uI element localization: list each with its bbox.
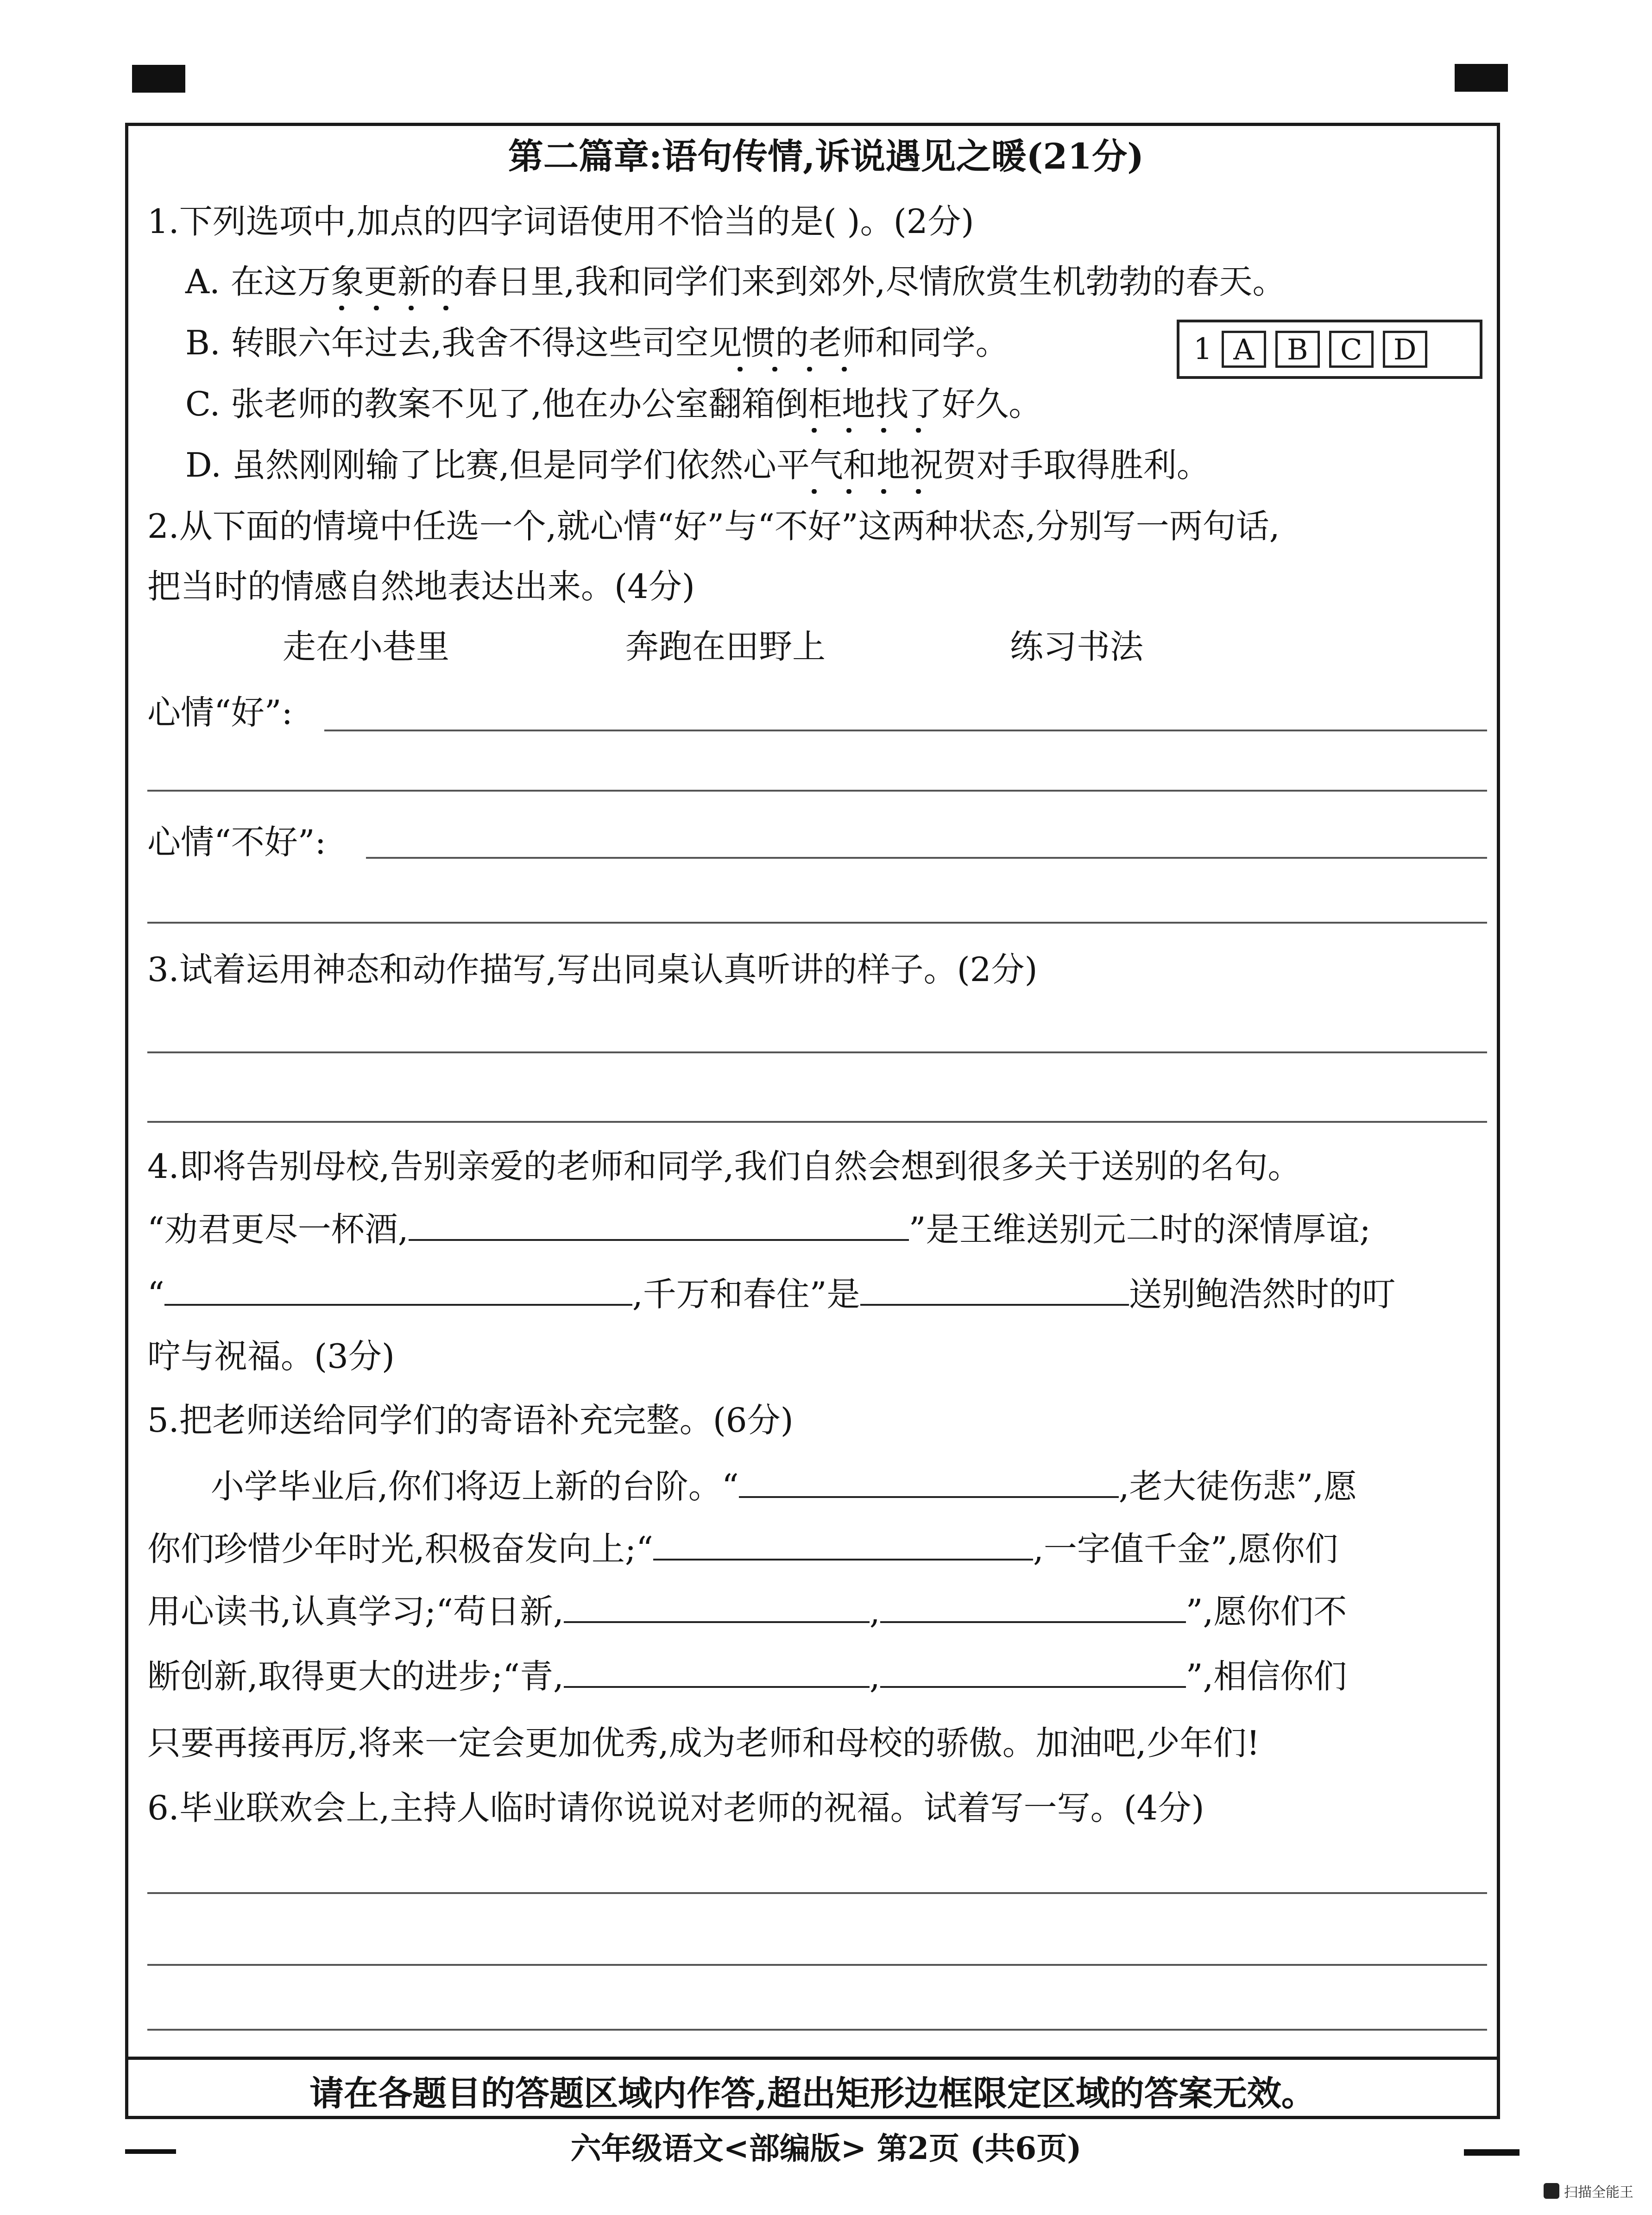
q2-good-label: 心情“好”: (147, 693, 293, 732)
registration-mark-bottom-right (1464, 2149, 1520, 2156)
q4-blank-3[interactable] (860, 1271, 1129, 1306)
q5-para-line1 (211, 1464, 1357, 1509)
q3-answer-line-2[interactable] (147, 1121, 1487, 1123)
q4-line2-text-b: ”是王维送别元二时的深情厚谊; (908, 1210, 1371, 1249)
q4-line2 (147, 1207, 1371, 1252)
q4-line3 (147, 1271, 1396, 1316)
emphasis-dots-c (797, 428, 936, 433)
choice-a[interactable]: A (1222, 331, 1266, 368)
q5-blank-3[interactable] (564, 1589, 870, 1623)
emphasis-dots-a (324, 306, 463, 310)
registration-mark-right (1455, 64, 1508, 92)
q6-answer-line-3[interactable] (147, 2029, 1487, 2031)
q2-good-answer-line[interactable] (324, 730, 1487, 731)
q6-stem: 6.毕业联欢会上,主持人临时请你说说对老师的祝福。试着写一写。(4分) (147, 1788, 1204, 1827)
choice-d[interactable]: D (1383, 331, 1427, 368)
q5-p3-text-b: , (869, 1592, 880, 1631)
q4-line3-text-c: 送别鲍浩然时的叮 (1129, 1275, 1396, 1314)
emphasis-dots-d (797, 489, 936, 494)
page-footer: 六年级语文<部编版> 第2页 (共6页) (570, 2130, 1082, 2166)
q1-stem: 1.下列选项中,加点的四字词语使用不恰当的是( )。(2分) (147, 202, 974, 241)
registration-mark-bottom-left (125, 2149, 176, 2154)
q5-p4-text-b: , (869, 1657, 880, 1696)
question-number: 1 (1193, 332, 1212, 366)
notice-text: 请在各题目的答题区域内作答,超出矩形边框限定区域的答案无效。 (309, 2073, 1316, 2114)
q4-line3-text-a: “ (147, 1275, 164, 1314)
scanner-logo-icon (1544, 2183, 1559, 2199)
registration-mark-left (132, 65, 185, 93)
q6-answer-line-2[interactable] (147, 1964, 1487, 1966)
q5-blank-6[interactable] (880, 1654, 1186, 1688)
q2-bad-answer-line-2[interactable] (147, 922, 1487, 924)
q5-p3-text-c: ”,愿你们不 (1185, 1592, 1347, 1631)
q4-blank-1[interactable] (409, 1207, 909, 1241)
q2-scene-3: 练习书法 (1010, 627, 1144, 666)
q6-answer-line-1[interactable] (147, 1892, 1487, 1894)
q2-good-answer-line-2[interactable] (147, 790, 1487, 792)
q4-line3-text-b: ,千万和春住”是 (632, 1275, 860, 1314)
q2-stem-line2: 把当时的情感自然地表达出来。(4分) (147, 567, 695, 606)
option-text: 在这万象更新的春日里,我和同学们来到郊外,尽情欣赏生机勃勃的春天。 (230, 262, 1286, 301)
q5-blank-2[interactable] (653, 1526, 1033, 1561)
choice-b[interactable]: B (1275, 331, 1320, 368)
q1-option-a (185, 259, 1286, 304)
choice-c[interactable]: C (1329, 331, 1374, 368)
emphasis-dots-b (723, 367, 862, 371)
q5-stem: 5.把老师送给同学们的寄语补充完整。(6分) (147, 1401, 794, 1440)
q5-para-line2 (147, 1526, 1338, 1571)
q5-p4-text-a: 断创新,取得更大的进步;“青, (147, 1657, 564, 1696)
q4-line4: 咛与祝福。(3分) (147, 1337, 395, 1376)
q5-para-line4 (147, 1654, 1347, 1699)
q3-stem: 3.试着运用神态和动作描写,写出同桌认真听讲的样子。(2分) (147, 950, 1038, 989)
option-text: 转眼六年过去,我舍不得这些司空见惯的老师和同学。 (231, 323, 1009, 362)
q5-p2-text-b: ,一字值千金”,愿你们 (1033, 1529, 1338, 1568)
scanner-watermark (1544, 2181, 1633, 2201)
q1-option-b (185, 321, 1009, 365)
answer-choice-box (1177, 320, 1482, 379)
option-letter: B. (185, 323, 221, 362)
option-letter: A. (185, 262, 220, 301)
q5-p1-text-b: ,老大徒伤悲”,愿 (1118, 1467, 1357, 1506)
q5-p4-text-c: ”,相信你们 (1185, 1657, 1347, 1696)
q5-blank-5[interactable] (564, 1654, 870, 1688)
q5-p1-text-a: 小学毕业后,你们将迈上新的台阶。“ (211, 1467, 739, 1506)
q2-stem-line1: 2.从下面的情境中任选一个,就心情“好”与“不好”这两种状态,分别写一两句话, (147, 507, 1280, 546)
q2-bad-answer-line[interactable] (366, 857, 1487, 859)
q5-para-line3 (147, 1589, 1347, 1634)
q2-bad-label: 心情“不好”: (147, 823, 326, 862)
option-letter: C. (185, 384, 221, 423)
scanner-logo-text: 扫描全能王 (1564, 2185, 1633, 2200)
q3-answer-line-1[interactable] (147, 1051, 1487, 1053)
q2-scene-2: 奔跑在田野上 (625, 627, 826, 666)
q1-option-c (185, 382, 1042, 426)
q4-blank-2[interactable] (164, 1271, 632, 1306)
q4-line2-text-a: “劝君更尽一杯酒, (147, 1210, 409, 1249)
option-text: 张老师的教案不见了,他在办公室翻箱倒柜地找了好久。 (231, 384, 1042, 423)
option-letter: D. (185, 446, 222, 485)
q5-p3-text-a: 用心读书,认真学习;“苟日新, (147, 1592, 564, 1631)
q4-line1: 4.即将告别母校,告别亲爱的老师和同学,我们自然会想到很多关于送别的名句。 (147, 1147, 1301, 1186)
q5-para-line5: 只要再接再厉,将来一定会更加优秀,成为老师和母校的骄傲。加油吧,少年们! (147, 1724, 1260, 1762)
q5-blank-4[interactable] (880, 1589, 1186, 1623)
q5-p2-text-a: 你们珍惜少年时光,积极奋发向上;“ (147, 1529, 653, 1568)
option-text: 虽然刚刚输了比赛,但是同学们依然心平气和地祝贺对手取得胜利。 (232, 446, 1210, 485)
chapter-title: 第二篇章:语句传情,诉说遇见之暖(21分) (508, 136, 1144, 177)
answer-region-notice (125, 2057, 1500, 2121)
q5-blank-1[interactable] (739, 1464, 1119, 1498)
q1-option-d (185, 443, 1210, 487)
q2-scene-1: 走在小巷里 (283, 627, 450, 666)
